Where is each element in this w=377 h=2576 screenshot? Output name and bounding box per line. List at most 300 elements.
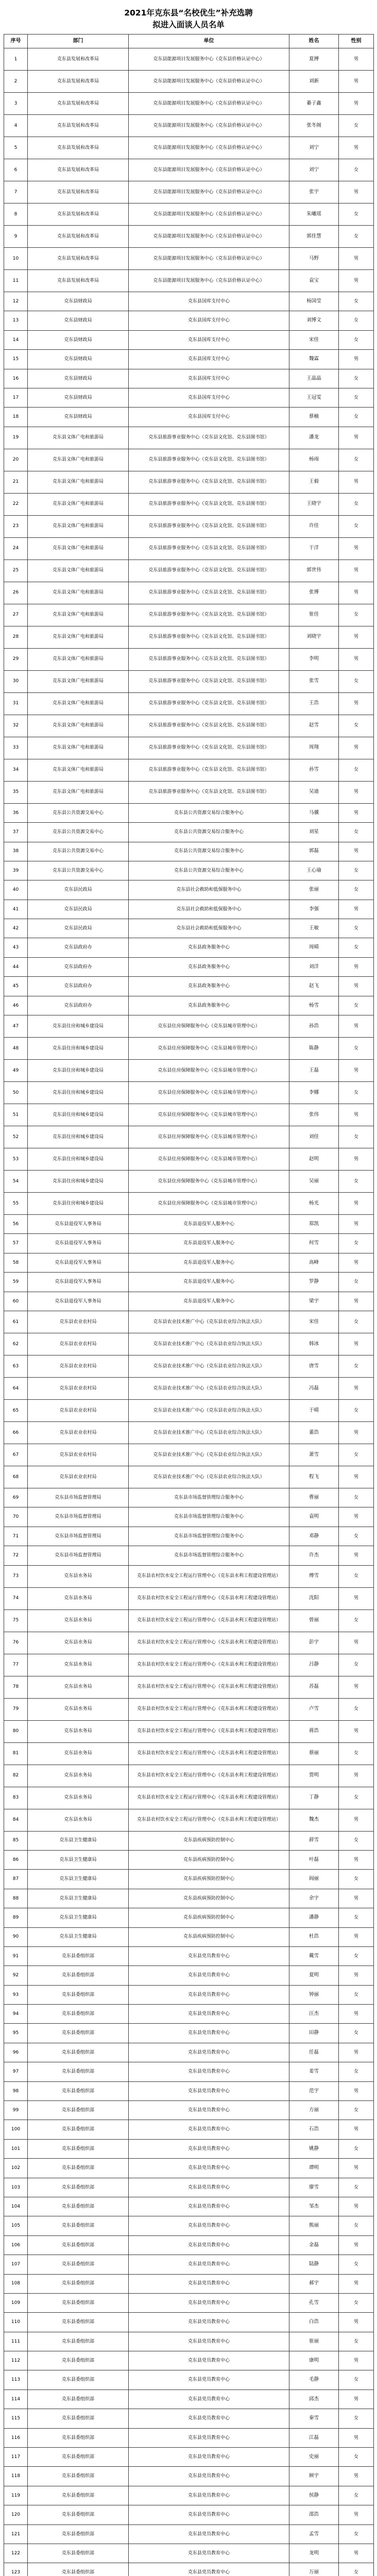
cell-index: 9	[4, 226, 28, 248]
cell-unit: 克东县农业技术推广中心（克东县农业综合执法大队）	[129, 1355, 289, 1377]
table-row	[4, 938, 374, 957]
cell-name: 于洋	[289, 537, 339, 560]
cell-index: 10	[4, 248, 28, 270]
cell-index: 7	[4, 181, 28, 204]
cell-department: 克东县文体广电和旅游局	[28, 648, 129, 670]
cell-name: 郝宇	[289, 2274, 339, 2293]
cell-name: 万丽	[289, 2563, 339, 2576]
cell-department: 克东县农业农村局	[28, 1355, 129, 1377]
cell-index: 57	[4, 1234, 28, 1253]
cell-index: 14	[4, 330, 28, 349]
cell-gender: 男	[339, 1466, 374, 1488]
table-row	[4, 781, 374, 803]
cell-unit: 克东县党员教育中心	[129, 2524, 289, 2544]
cell-department: 克东县委组织部	[28, 2544, 129, 2563]
cell-gender: 女	[339, 1742, 374, 1765]
cell-department: 克东县委组织部	[28, 1946, 129, 1965]
cell-index: 2	[4, 71, 28, 93]
cell-gender: 男	[339, 2389, 374, 2409]
cell-department: 克东县水务局	[28, 1698, 129, 1720]
cell-department: 克东县委组织部	[28, 2120, 129, 2139]
cell-gender: 男	[339, 781, 374, 803]
table-row	[4, 1870, 374, 1889]
cell-index: 52	[4, 1126, 28, 1148]
cell-department: 克东县文体广电和旅游局	[28, 781, 129, 803]
cell-department: 克东县卫生健康局	[28, 1908, 129, 1927]
cell-name: 蒋浩	[289, 1720, 339, 1742]
cell-name: 董浩	[289, 1421, 339, 1444]
table-row	[4, 2524, 374, 2544]
cell-index: 86	[4, 1850, 28, 1869]
cell-gender: 女	[339, 1126, 374, 1148]
cell-gender: 男	[339, 1676, 374, 1698]
cell-index: 54	[4, 1171, 28, 1193]
table-row	[4, 93, 374, 115]
table-row	[4, 350, 374, 369]
cell-name: 钟丽	[289, 1985, 339, 2004]
cell-unit: 克东县旅游事业服务中心（克东县文化馆、克东县图书馆）	[129, 692, 289, 715]
cell-unit: 克东县旅游事业服务中心（克东县文化馆、克东县图书馆）	[129, 560, 289, 582]
document-subtitle: 拟进入面谈人员名单	[152, 20, 225, 29]
table-row	[4, 2563, 374, 2576]
cell-department: 克东县委组织部	[28, 2332, 129, 2351]
cell-unit: 克东县党员教育中心	[129, 2235, 289, 2255]
cell-index: 46	[4, 996, 28, 1015]
cell-index: 105	[4, 2216, 28, 2235]
cell-gender: 男	[339, 1720, 374, 1742]
cell-unit: 克东县党员教育中心	[129, 2428, 289, 2447]
cell-gender: 女	[339, 1311, 374, 1333]
cell-unit: 克东县党员教育中心	[129, 2486, 289, 2505]
cell-index: 81	[4, 1742, 28, 1765]
cell-index: 42	[4, 919, 28, 938]
table-row	[4, 1377, 374, 1399]
cell-unit: 克东县农业技术推广中心（克东县农业综合执法大队）	[129, 1421, 289, 1444]
cell-gender: 男	[339, 270, 374, 292]
cell-gender: 男	[339, 1765, 374, 1787]
cell-index: 118	[4, 2467, 28, 2486]
table-row	[4, 737, 374, 759]
table-row	[4, 330, 374, 349]
cell-department: 克东县委组织部	[28, 2216, 129, 2235]
cell-gender: 女	[339, 2216, 374, 2235]
cell-unit: 克东县农村饮水安全工程运行管理中心（克东县水利工程建设管理站）	[129, 1632, 289, 1654]
cell-name: 吴迪	[289, 781, 339, 803]
cell-unit: 克东县政务服务中心	[129, 957, 289, 976]
cell-department: 克东县财政局	[28, 408, 129, 427]
cell-name: 王心瑜	[289, 861, 339, 880]
cell-unit: 克东县党员教育中心	[129, 2274, 289, 2293]
cell-index: 70	[4, 1507, 28, 1527]
cell-unit: 克东县旅游事业服务中心（克东县文化馆、克东县图书馆）	[129, 781, 289, 803]
cell-gender: 女	[339, 2332, 374, 2351]
table-row	[4, 1787, 374, 1809]
cell-gender: 女	[339, 823, 374, 842]
cell-gender: 男	[339, 560, 374, 582]
cell-gender: 女	[339, 880, 374, 900]
cell-gender: 男	[339, 1333, 374, 1355]
cell-department: 克东县委组织部	[28, 2101, 129, 2120]
table-row	[4, 1546, 374, 1565]
cell-index: 121	[4, 2524, 28, 2544]
cell-name: 沈阳	[289, 1587, 339, 1609]
cell-name: 潘静	[289, 1908, 339, 1927]
cell-name: 姚静	[289, 2139, 339, 2158]
cell-unit: 克东县退役军人服务中心	[129, 1234, 289, 1253]
cell-department: 克东县住房和城乡建设局	[28, 1104, 129, 1126]
cell-unit: 克东县党员教育中心	[129, 2389, 289, 2409]
cell-unit: 克东县旅游事业服务中心（克东县文化馆、克东县图书馆）	[129, 604, 289, 626]
cell-name: 刘宁	[289, 159, 339, 181]
cell-unit: 克东县旅游事业服务中心（克东县文化馆、克东县图书馆）	[129, 449, 289, 471]
cell-department: 克东县农业农村局	[28, 1421, 129, 1444]
cell-gender: 女	[339, 1565, 374, 1587]
cell-name: 马野	[289, 248, 339, 270]
cell-index: 50	[4, 1082, 28, 1104]
cell-gender: 男	[339, 2197, 374, 2216]
table-header-row	[4, 35, 374, 48]
cell-index: 8	[4, 204, 28, 226]
cell-department: 克东县文体广电和旅游局	[28, 427, 129, 449]
table-row	[4, 1333, 374, 1355]
cell-name: 赵雪	[289, 715, 339, 737]
cell-index: 76	[4, 1632, 28, 1654]
cell-department: 克东县水务局	[28, 1565, 129, 1587]
cell-index: 47	[4, 1015, 28, 1038]
cell-unit: 克东县农业技术推广中心（克东县农业综合执法大队）	[129, 1311, 289, 1333]
table-row	[4, 1148, 374, 1171]
cell-department: 克东县发展和改革局	[28, 93, 129, 115]
cell-index: 6	[4, 159, 28, 181]
table-row	[4, 2062, 374, 2081]
table-row	[4, 408, 374, 427]
table-row	[4, 2235, 374, 2255]
cell-name: 潘龙	[289, 427, 339, 449]
cell-gender: 男	[339, 71, 374, 93]
cell-gender: 女	[339, 1908, 374, 1927]
cell-department: 克东县文体广电和旅游局	[28, 449, 129, 471]
cell-name: 侯静	[289, 2486, 339, 2505]
cell-name: 马骥	[289, 803, 339, 822]
cell-index: 51	[4, 1104, 28, 1126]
cell-department: 克东县住房和城乡建设局	[28, 1171, 129, 1193]
cell-index: 63	[4, 1355, 28, 1377]
table-row	[4, 1831, 374, 1850]
table-row	[4, 2448, 374, 2467]
cell-gender: 女	[339, 861, 374, 880]
table-row	[4, 2197, 374, 2216]
cell-gender: 女	[339, 330, 374, 349]
cell-index: 109	[4, 2293, 28, 2312]
cell-department: 克东县委组织部	[28, 2178, 129, 2197]
cell-gender: 男	[339, 977, 374, 996]
cell-name: 朱曦瑶	[289, 204, 339, 226]
table-row	[4, 2409, 374, 2428]
cell-department: 克东县退役军人事务局	[28, 1234, 129, 1253]
table-row	[4, 1253, 374, 1272]
cell-name: 王晓宇	[289, 493, 339, 515]
cell-name: 綦子鑫	[289, 93, 339, 115]
cell-department: 克东县水务局	[28, 1765, 129, 1787]
cell-unit: 克东县公共资源交易综合服务中心	[129, 803, 289, 822]
cell-gender: 女	[339, 604, 374, 626]
cell-name: 孔雪	[289, 2293, 339, 2312]
cell-unit: 克东县市场监督管理综合服务中心	[129, 1546, 289, 1565]
cell-department: 克东县水务局	[28, 1587, 129, 1609]
cell-unit: 克东县政务服务中心	[129, 977, 289, 996]
cell-unit: 克东县社会救助和低保服务中心	[129, 919, 289, 938]
cell-name: 杨雪	[289, 996, 339, 1015]
cell-name: 袁宝	[289, 270, 339, 292]
table-row	[4, 996, 374, 1015]
cell-unit: 克东县国库支付中心	[129, 350, 289, 369]
cell-department: 克东县发展和改革局	[28, 226, 129, 248]
table-row	[4, 2505, 374, 2524]
table-row	[4, 2389, 374, 2409]
cell-unit: 克东县旅游事业服务中心（克东县文化馆、克东县图书馆）	[129, 759, 289, 781]
cell-index: 1	[4, 48, 28, 71]
cell-department: 克东县农业农村局	[28, 1466, 129, 1488]
cell-gender: 女	[339, 1985, 374, 2004]
table-row	[4, 957, 374, 976]
cell-gender: 男	[339, 2043, 374, 2062]
table-row	[4, 880, 374, 900]
cell-name: 戴雪	[289, 1946, 339, 1965]
cell-gender: 男	[339, 1253, 374, 1272]
cell-gender: 男	[339, 648, 374, 670]
cell-unit: 克东县公共资源交易综合服务中心	[129, 842, 289, 861]
cell-gender: 男	[339, 1060, 374, 1082]
cell-index: 91	[4, 1946, 28, 1965]
cell-name: 萧雪	[289, 1444, 339, 1466]
cell-unit: 克东县党员教育中心	[129, 2062, 289, 2081]
cell-index: 82	[4, 1765, 28, 1787]
cell-gender: 女	[339, 1609, 374, 1632]
cell-department: 克东县政府办	[28, 957, 129, 976]
cell-index: 59	[4, 1273, 28, 1292]
cell-department: 克东县卫生健康局	[28, 1831, 129, 1850]
cell-unit: 克东县农业技术推广中心（克东县农业综合执法大队）	[129, 1399, 289, 1421]
cell-department: 克东县水务局	[28, 1654, 129, 1676]
cell-department: 克东县财政局	[28, 292, 129, 311]
cell-department: 克东县水务局	[28, 1609, 129, 1632]
cell-index: 15	[4, 350, 28, 369]
table-row	[4, 626, 374, 648]
cell-name: 冯磊	[289, 1377, 339, 1399]
cell-unit: 克东县农村饮水安全工程运行管理中心（克东县水利工程建设管理站）	[129, 1787, 289, 1809]
cell-name: 邱杰	[289, 2389, 339, 2409]
cell-department: 克东县农业农村局	[28, 1399, 129, 1421]
cell-unit: 克东县党员教育中心	[129, 2101, 289, 2120]
cell-name: 唐雪	[289, 1355, 339, 1377]
cell-department: 克东县委组织部	[28, 2235, 129, 2255]
cell-gender: 女	[339, 292, 374, 311]
cell-department: 克东县委组织部	[28, 2448, 129, 2467]
cell-gender: 女	[339, 159, 374, 181]
cell-index: 115	[4, 2409, 28, 2428]
cell-name: 夏搏	[289, 48, 339, 71]
table-row	[4, 2332, 374, 2351]
cell-name: 郭佳慧	[289, 226, 339, 248]
cell-unit: 克东县党员教育中心	[129, 2081, 289, 2100]
cell-department: 克东县发展和改革局	[28, 48, 129, 71]
cell-name: 邹杰	[289, 2197, 339, 2216]
cell-gender: 女	[339, 1488, 374, 1507]
table-row	[4, 842, 374, 861]
cell-department: 克东县委组织部	[28, 2389, 129, 2409]
cell-gender: 女	[339, 204, 374, 226]
cell-department: 克东县发展和改革局	[28, 248, 129, 270]
cell-department: 克东县委组织部	[28, 2486, 129, 2505]
cell-unit: 克东县旅游事业服务中心（克东县文化馆、克东县图书馆）	[129, 582, 289, 604]
cell-name: 张伟	[289, 1104, 339, 1126]
cell-gender: 女	[339, 388, 374, 407]
cell-unit: 克东县党员教育中心	[129, 2139, 289, 2158]
cell-gender: 女	[339, 1654, 374, 1676]
cell-index: 102	[4, 2159, 28, 2178]
cell-gender: 男	[339, 350, 374, 369]
cell-unit: 克东县农村饮水安全工程运行管理中心（克东县水利工程建设管理站）	[129, 1676, 289, 1698]
cell-name: 杨国莹	[289, 292, 339, 311]
cell-unit: 克东县农村饮水安全工程运行管理中心（克东县水利工程建设管理站）	[129, 1565, 289, 1587]
cell-name: 刘新	[289, 71, 339, 93]
cell-index: 65	[4, 1399, 28, 1421]
cell-department: 克东县委组织部	[28, 1985, 129, 2004]
cell-index: 38	[4, 842, 28, 861]
cell-index: 43	[4, 938, 28, 957]
cell-index: 27	[4, 604, 28, 626]
cell-gender: 女	[339, 2448, 374, 2467]
cell-index: 88	[4, 1889, 28, 1908]
table-row	[4, 1632, 374, 1654]
table-row	[4, 2139, 374, 2158]
cell-gender: 男	[339, 2428, 374, 2447]
cell-department: 克东县住房和城乡建设局	[28, 1193, 129, 1215]
cell-unit: 克东县农业技术推广中心（克东县农业综合执法大队）	[129, 1466, 289, 1488]
cell-name: 罗静	[289, 1273, 339, 1292]
cell-index: 73	[4, 1565, 28, 1587]
cell-department: 克东县民政局	[28, 900, 129, 919]
cell-index: 85	[4, 1831, 28, 1850]
cell-name: 赵飞	[289, 977, 339, 996]
table-row	[4, 823, 374, 842]
cell-name: 江磊	[289, 2428, 339, 2447]
table-row	[4, 159, 374, 181]
cell-index: 39	[4, 861, 28, 880]
table-row	[4, 692, 374, 715]
cell-department: 克东县委组织部	[28, 2428, 129, 2447]
cell-gender: 女	[339, 1946, 374, 1965]
table-row	[4, 48, 374, 71]
cell-department: 克东县委组织部	[28, 2563, 129, 2576]
cell-index: 92	[4, 1966, 28, 1985]
cell-unit: 克东县国库支付中心	[129, 408, 289, 427]
table-row	[4, 1527, 374, 1546]
cell-index: 112	[4, 2351, 28, 2370]
table-row	[4, 1444, 374, 1466]
cell-department: 克东县委组织部	[28, 2197, 129, 2216]
cell-name: 杨雨	[289, 449, 339, 471]
cell-unit: 克东县疾病预防控制中心	[129, 1908, 289, 1927]
table-row	[4, 181, 374, 204]
cell-department: 克东县公共资源交易中心	[28, 803, 129, 822]
table-row	[4, 1399, 374, 1421]
cell-gender: 女	[339, 1870, 374, 1889]
cell-name: 秦雪	[289, 2409, 339, 2428]
cell-name: 周翔	[289, 737, 339, 759]
cell-name: 李强	[289, 900, 339, 919]
cell-name: 谭明	[289, 2159, 339, 2178]
table-row	[4, 369, 374, 388]
cell-name: 许杰	[289, 1546, 339, 1565]
cell-index: 75	[4, 1609, 28, 1632]
cell-name: 曾丽	[289, 1609, 339, 1632]
cell-gender: 男	[339, 2505, 374, 2524]
cell-unit: 克东县疾病预防控制中心	[129, 1870, 289, 1889]
cell-index: 123	[4, 2563, 28, 2576]
cell-gender: 男	[339, 1104, 374, 1126]
cell-unit: 克东县旅游事业服务中心（克东县文化馆、克东县图书馆）	[129, 471, 289, 493]
cell-unit: 克东县党员教育中心	[129, 1966, 289, 1985]
cell-name: 龙明	[289, 2544, 339, 2563]
cell-department: 克东县文体广电和旅游局	[28, 537, 129, 560]
cell-unit: 克东县能源项目发展服务中心（克东县价格认证中心）	[129, 204, 289, 226]
table-row	[4, 115, 374, 137]
table-row	[4, 715, 374, 737]
table-row	[4, 71, 374, 93]
table-row	[4, 977, 374, 996]
cell-gender: 女	[339, 1444, 374, 1466]
table-row	[4, 137, 374, 159]
table-row	[4, 1966, 374, 1985]
cell-department: 克东县委组织部	[28, 2351, 129, 2370]
cell-department: 克东县水务局	[28, 1787, 129, 1809]
cell-name: 张冬阁	[289, 115, 339, 137]
cell-index: 79	[4, 1698, 28, 1720]
cell-name: 许佳	[289, 515, 339, 537]
table-row	[4, 2081, 374, 2100]
cell-index: 26	[4, 582, 28, 604]
cell-department: 克东县财政局	[28, 388, 129, 407]
cell-department: 克东县卫生健康局	[28, 1889, 129, 1908]
cell-name: 余宇	[289, 1889, 339, 1908]
cell-index: 11	[4, 270, 28, 292]
cell-name: 顾宇	[289, 2467, 339, 2486]
cell-department: 克东县退役军人事务局	[28, 1215, 129, 1234]
cell-unit: 克东县农业技术推广中心（克东县农业综合执法大队）	[129, 1444, 289, 1466]
cell-gender: 男	[339, 2120, 374, 2139]
cell-department: 克东县政府办	[28, 977, 129, 996]
cell-gender: 男	[339, 737, 374, 759]
cell-gender: 女	[339, 715, 374, 737]
cell-department: 克东县公共资源交易中心	[28, 823, 129, 842]
cell-department: 克东县市场监督管理局	[28, 1507, 129, 1527]
cell-department: 克东县退役军人事务局	[28, 1253, 129, 1272]
cell-unit: 克东县旅游事业服务中心（克东县文化馆、克东县图书馆）	[129, 537, 289, 560]
cell-index: 104	[4, 2197, 28, 2216]
cell-gender: 女	[339, 2486, 374, 2505]
cell-gender: 男	[339, 957, 374, 976]
cell-department: 克东县财政局	[28, 350, 129, 369]
cell-unit: 克东县旅游事业服务中心（克东县文化馆、克东县图书馆）	[129, 493, 289, 515]
cell-gender: 女	[339, 2293, 374, 2312]
cell-department: 克东县住房和城乡建设局	[28, 1015, 129, 1038]
cell-name: 吕静	[289, 1654, 339, 1676]
cell-unit: 克东县能源项目发展服务中心（克东县价格认证中心）	[129, 226, 289, 248]
table-body	[4, 48, 374, 2576]
cell-gender: 男	[339, 248, 374, 270]
cell-name: 康明	[289, 2351, 339, 2370]
